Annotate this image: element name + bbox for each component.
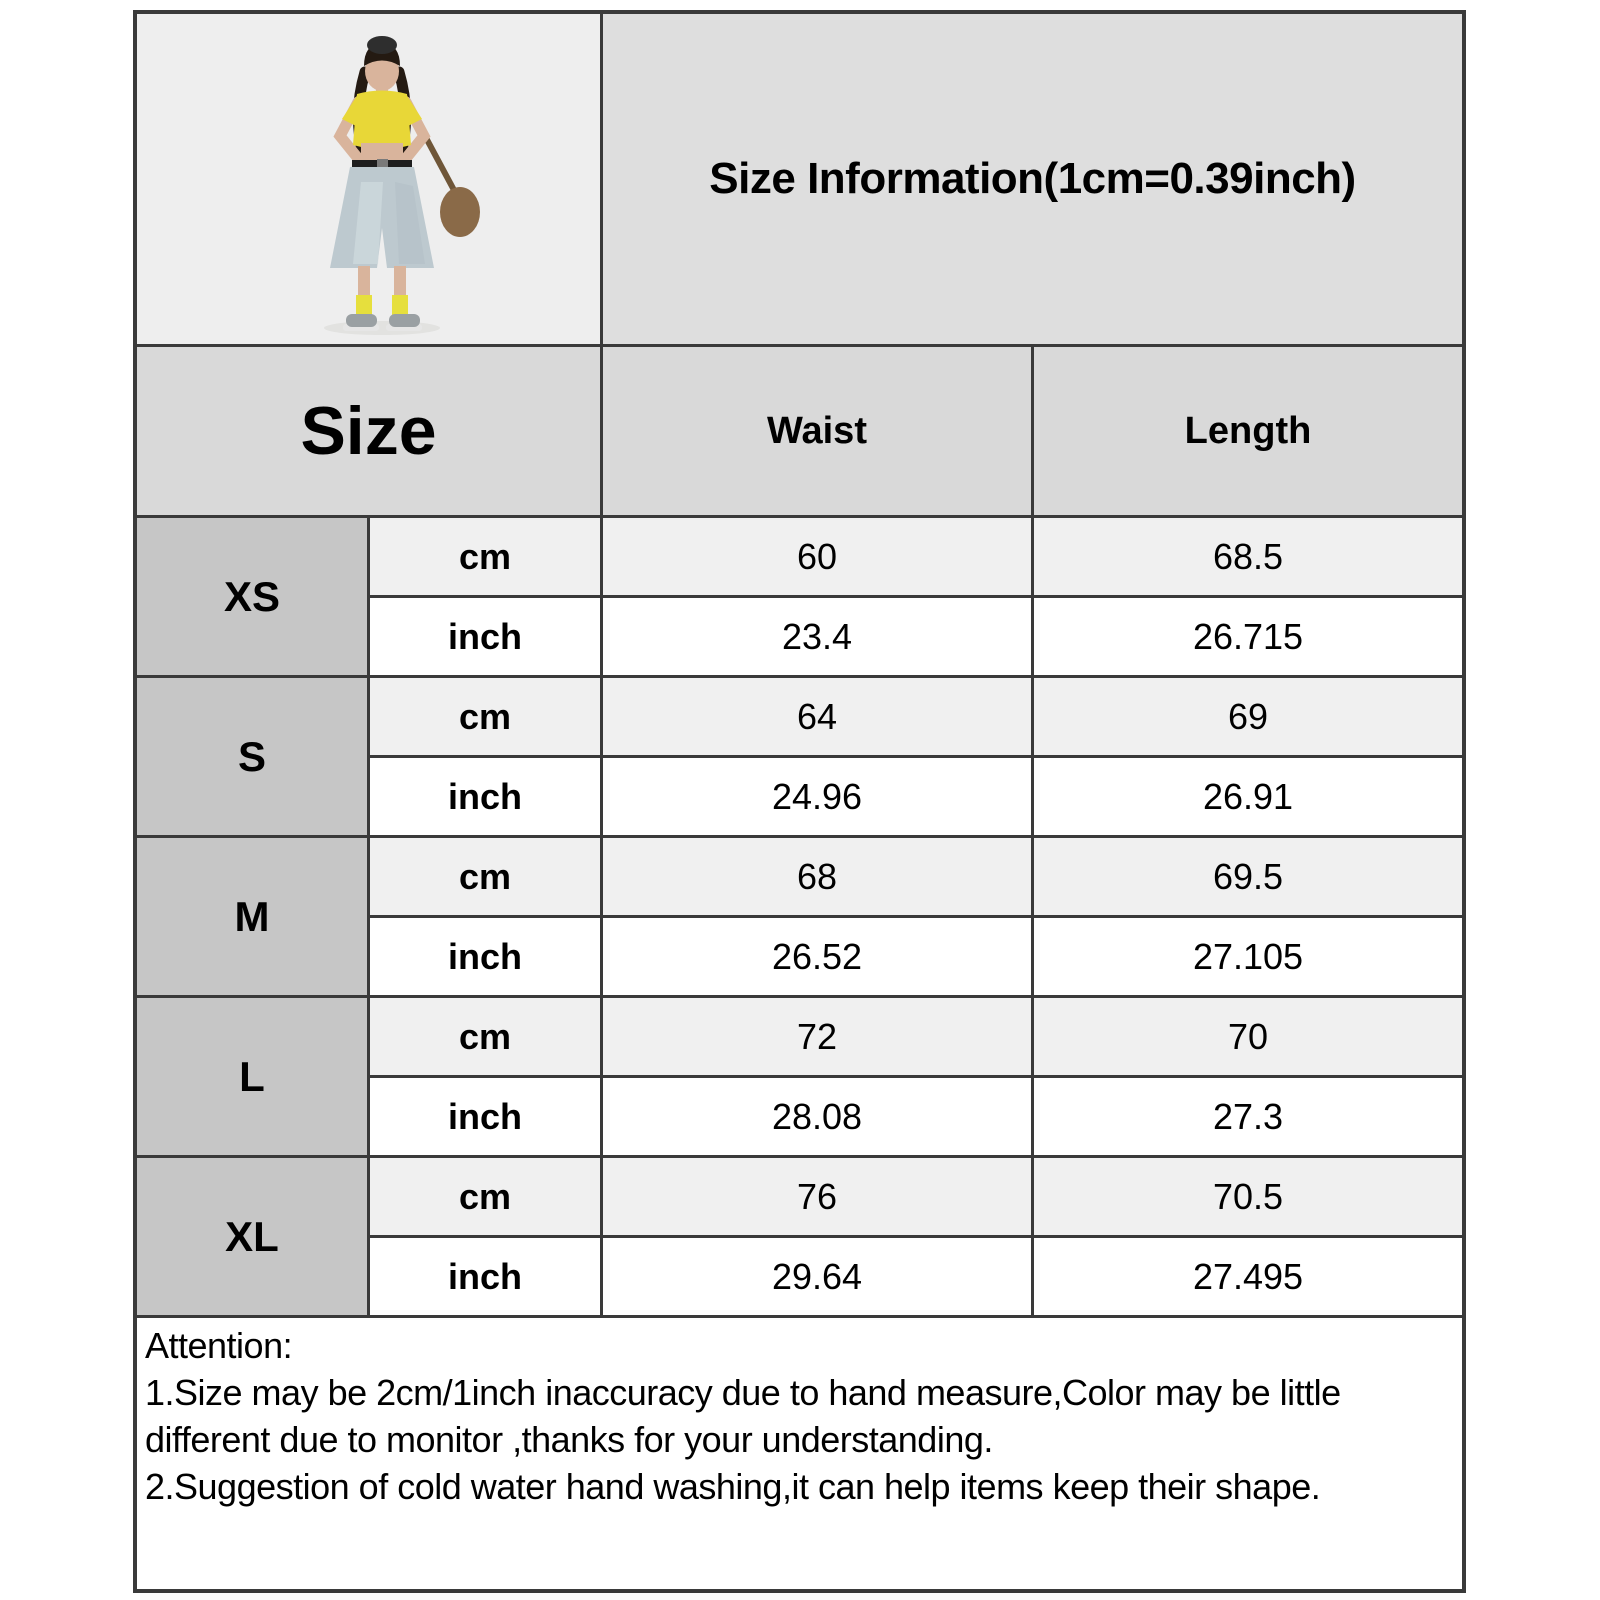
top-row <box>137 14 1462 344</box>
unit-cell-cm: cm <box>370 838 600 915</box>
attention-line-2: different due to monitor ,thanks for your understanding. <box>145 1419 993 1460</box>
size-label-xs: XS <box>137 518 367 675</box>
floor-shadow <box>324 321 440 335</box>
waist-value-cell: 23.4 <box>603 598 1031 675</box>
attention-line-1: 1.Size may be 2cm/1inch inaccuracy due to hand measure,Color may be little <box>145 1372 1341 1413</box>
size-table-body <box>137 518 1462 1315</box>
unit-cell-inch: inch <box>370 918 600 995</box>
waist-value-cell: 60 <box>603 518 1031 595</box>
header-waist: Waist <box>603 347 1031 515</box>
unit-cell-inch: inch <box>370 1238 600 1315</box>
waist-value-cell: 68 <box>603 838 1031 915</box>
product-photo <box>137 14 600 344</box>
length-value-cell: 27.105 <box>1034 918 1462 995</box>
length-value-cell: 68.5 <box>1034 518 1462 595</box>
attention-line-3: 2.Suggestion of cold water hand washing,it can help items keep their shape. <box>145 1466 1321 1507</box>
unit-cell-inch: inch <box>370 598 600 675</box>
table-header-row <box>137 347 1462 515</box>
attention-notes <box>137 1318 1462 1589</box>
header-size: Size <box>137 347 600 515</box>
waist-value-cell: 29.64 <box>603 1238 1031 1315</box>
unit-cell-cm: cm <box>370 998 600 1075</box>
length-value-cell: 70.5 <box>1034 1158 1462 1235</box>
waist-value-cell: 72 <box>603 998 1031 1075</box>
length-value-cell: 69 <box>1034 678 1462 755</box>
waist-value-cell: 76 <box>603 1158 1031 1235</box>
size-label-l: L <box>137 998 367 1155</box>
waist-value-cell: 28.08 <box>603 1078 1031 1155</box>
header-length: Length <box>1034 347 1462 515</box>
size-label-s: S <box>137 678 367 835</box>
length-value-cell: 69.5 <box>1034 838 1462 915</box>
length-value-cell: 26.91 <box>1034 758 1462 835</box>
unit-cell-cm: cm <box>370 678 600 755</box>
size-label-m: M <box>137 838 367 995</box>
unit-cell-cm: cm <box>370 518 600 595</box>
size-chart-sheet <box>133 10 1466 1593</box>
attention-heading: Attention: <box>145 1325 293 1366</box>
length-value-cell: 27.3 <box>1034 1078 1462 1155</box>
model-illustration <box>137 14 600 344</box>
length-value-cell: 27.495 <box>1034 1238 1462 1315</box>
waist-value-cell: 26.52 <box>603 918 1031 995</box>
page-title: Size Information(1cm=0.39inch) <box>603 14 1462 344</box>
waist-value-cell: 24.96 <box>603 758 1031 835</box>
size-label-xl: XL <box>137 1158 367 1315</box>
shoulder-bag <box>440 187 480 237</box>
waist-value-cell: 64 <box>603 678 1031 755</box>
unit-cell-inch: inch <box>370 758 600 835</box>
unit-cell-inch: inch <box>370 1078 600 1155</box>
unit-cell-cm: cm <box>370 1158 600 1235</box>
length-value-cell: 70 <box>1034 998 1462 1075</box>
length-value-cell: 26.715 <box>1034 598 1462 675</box>
model-head <box>364 36 400 91</box>
